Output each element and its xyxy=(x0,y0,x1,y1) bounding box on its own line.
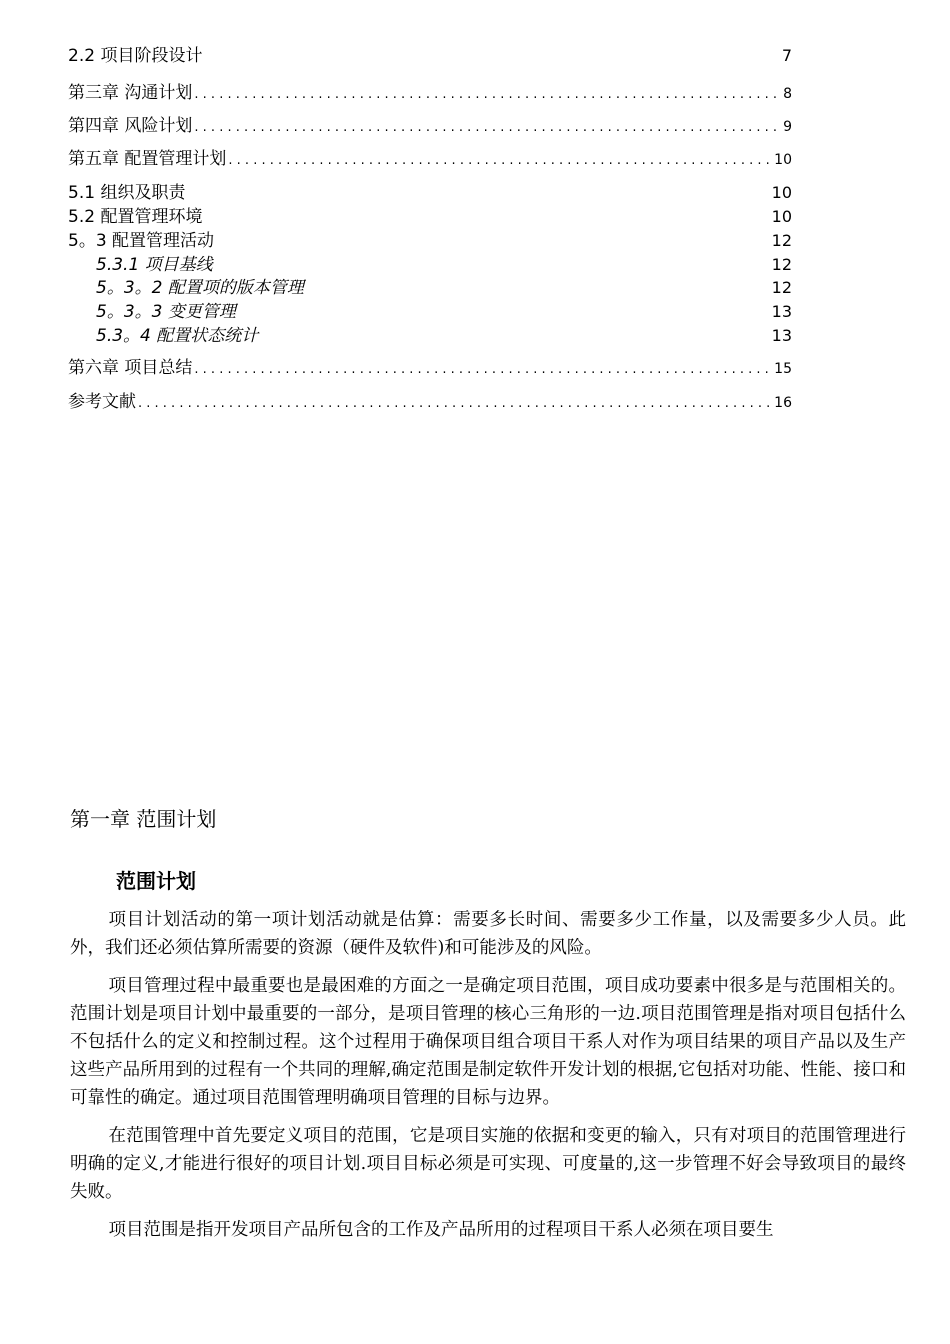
toc-entry-label: 5。3。3 变更管理 xyxy=(96,302,236,322)
toc-entry-page: 10 xyxy=(774,152,792,168)
toc-entry-label: 2.2 项目阶段设计 xyxy=(68,46,203,66)
paragraph: 项目计划活动的第一项计划活动就是估算：需要多长时间、需要多少工作量，以及需要多少人员。此外，我们还必须估算所需要的资源（硬件及软件)和可能涉及的风险。 xyxy=(70,910,906,958)
toc-entry-5-2[interactable] xyxy=(68,205,792,229)
toc-entry-label: 第五章 配置管理计划 xyxy=(68,149,227,169)
toc-entry-page: 10 xyxy=(771,207,792,226)
toc-entry-5-3-4[interactable] xyxy=(68,324,792,348)
paragraph: 项目范围是指开发项目产品所包含的工作及产品所用的过程项目干系人必须在项目要生 xyxy=(108,1220,774,1240)
toc-entry-page: 12 xyxy=(771,255,792,274)
toc-entry-5-1[interactable] xyxy=(68,181,792,205)
toc-leader-dots xyxy=(194,83,781,106)
toc-entry-page: 12 xyxy=(771,278,792,297)
toc-entry-label: 5。3 配置管理活动 xyxy=(68,231,215,251)
toc-leader-dots xyxy=(138,392,772,415)
toc-entry-5-3-1[interactable] xyxy=(68,253,792,277)
toc-entry-page: 16 xyxy=(774,395,792,411)
toc-leader-dots xyxy=(194,358,772,381)
toc-entry-label: 5.3.1 项目基线 xyxy=(96,255,213,275)
toc-entry-5-3[interactable] xyxy=(68,229,792,253)
toc-entry-label: 5.2 配置管理环境 xyxy=(68,207,203,227)
toc-entry-label: 5.1 组织及职责 xyxy=(68,183,186,203)
toc-entry-5-3-2[interactable] xyxy=(68,276,792,300)
toc-entry-label: 参考文献 xyxy=(68,392,136,412)
toc-entry-page: 9 xyxy=(783,119,792,135)
toc-entry-page: 7 xyxy=(781,46,792,65)
toc-entry-page: 12 xyxy=(771,231,792,250)
toc-entry-label: 第三章 沟通计划 xyxy=(68,83,193,103)
toc-entry-chapter-5[interactable] xyxy=(68,148,792,172)
body-text xyxy=(70,906,906,1254)
toc-leader-dots xyxy=(194,116,781,139)
paragraph: 在范围管理中首先要定义项目的范围，它是项目实施的依据和变更的输入，只有对项目的范围管理进行明确的定义,才能进行很好的项目计划.项目目标必须是可实现、可度量的,这一步管理不好会导致项目的最终失败。 xyxy=(70,1126,906,1202)
toc-entry-page: 13 xyxy=(771,302,792,321)
toc-entry-page: 10 xyxy=(771,183,792,202)
toc-entry-page: 8 xyxy=(783,86,792,102)
toc-entry-2-2[interactable] xyxy=(68,44,792,68)
toc-leader-dots xyxy=(228,149,772,172)
toc-entry-label: 5.3。4 配置状态统计 xyxy=(96,326,259,346)
toc-entry-label: 第四章 风险计划 xyxy=(68,116,193,136)
toc-entry-references[interactable] xyxy=(68,391,792,415)
toc-entry-chapter-3[interactable] xyxy=(68,82,792,106)
toc-entry-5-3-3[interactable] xyxy=(68,300,792,324)
toc-entry-label: 第六章 项目总结 xyxy=(68,358,193,378)
section-title: 范围计划 xyxy=(116,869,196,893)
paragraph: 项目管理过程中最重要也是最困难的方面之一是确定项目范围，项目成功要素中很多是与范围相关的。范围计划是项目计划中最重要的一部分，是项目管理的核心三角形的一边.项目范围管理是指对项目包括什么不包括什么的定义和控制过程。这个过程用于确保项目组合项目干系人对作为项目结果的项目产品以及生产这些产品所用到的过程有一个共同的理解,确定范围是制定软件开发计划的根据,它包括对功能、性能、接口和可靠性的确定。通过项目范围管理明确项目管理的目标与边界。 xyxy=(70,976,906,1108)
toc-entry-page: 13 xyxy=(771,326,792,345)
toc-entry-label: 5。3。2 配置项的版本管理 xyxy=(96,278,304,298)
toc-entry-chapter-4[interactable] xyxy=(68,115,792,139)
chapter-title: 第一章 范围计划 xyxy=(70,807,217,831)
toc-entry-chapter-6[interactable] xyxy=(68,357,792,381)
toc-entry-page: 15 xyxy=(774,361,792,377)
